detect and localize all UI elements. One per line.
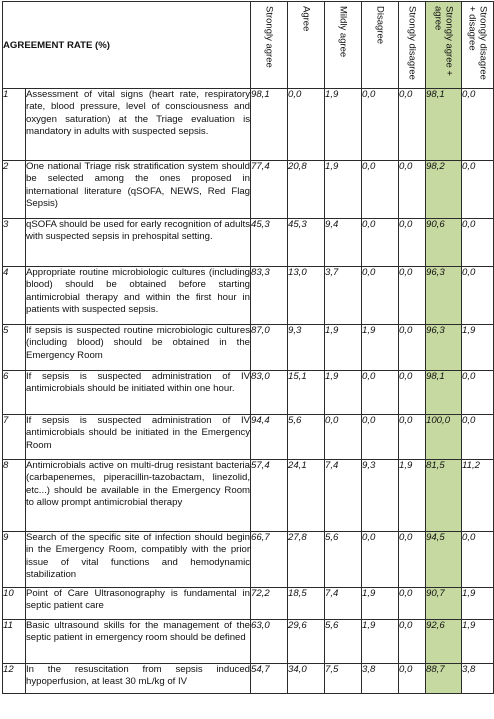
value-agree: 20,8 — [288, 161, 325, 219]
value-disagree: 0,0 — [362, 371, 399, 415]
value-strongly-agree: 45,3 — [251, 219, 288, 267]
value-agree: 24,1 — [288, 460, 325, 532]
value-agree: 34,0 — [288, 664, 325, 694]
value-strongly-agree: 66,7 — [251, 532, 288, 588]
row-number: 7 — [3, 415, 26, 460]
value-strongly-disagree: 0,0 — [399, 161, 426, 219]
statement-text: Assessment of vital signs (heart rate, respiratory rate, blood pressure, level of consciousness and oxygen saturation) at the Triage evaluation is mandatory in adults with suspected sepsis. — [26, 89, 251, 161]
value-strongly-agree-plus-agree: 81,5 — [426, 460, 462, 532]
statement-text: If sepsis is suspected routine microbiologic cultures (including blood) should be obtained in the Emergency Room — [26, 325, 251, 371]
value-disagree: 0,0 — [362, 267, 399, 325]
value-strongly-disagree-plus-disagree: 1,9 — [462, 588, 494, 620]
row-number: 1 — [3, 89, 26, 161]
statement-text: Point of Care Ultrasonography is fundamental in septic patient care — [26, 588, 251, 620]
table-row — [3, 588, 494, 620]
value-agree: 18,5 — [288, 588, 325, 620]
row-number: 10 — [3, 588, 26, 620]
value-agree: 15,1 — [288, 371, 325, 415]
value-mildly-agree: 5,6 — [325, 532, 362, 588]
value-mildly-agree: 1,9 — [325, 371, 362, 415]
value-strongly-agree-plus-agree: 90,6 — [426, 219, 462, 267]
value-strongly-agree: 57,4 — [251, 460, 288, 532]
statement-text: Search of the specific site of infection should begin in the Emergency Room, compatibly with the prior issue of vital functions and hemodynamic stabilization — [26, 532, 251, 588]
value-agree: 29,6 — [288, 620, 325, 664]
row-number: 8 — [3, 460, 26, 532]
value-mildly-agree: 1,9 — [325, 89, 362, 161]
value-strongly-disagree: 0,0 — [399, 664, 426, 694]
agreement-rate-table — [2, 1, 494, 694]
table-row — [3, 267, 494, 325]
table-title: AGREEMENT RATE (%) — [3, 2, 251, 89]
value-strongly-disagree-plus-disagree: 11,2 — [462, 460, 494, 532]
value-strongly-disagree: 0,0 — [399, 620, 426, 664]
table-row — [3, 325, 494, 371]
value-strongly-disagree: 0,0 — [399, 267, 426, 325]
table-row — [3, 532, 494, 588]
value-strongly-agree: 54,7 — [251, 664, 288, 694]
value-strongly-agree-plus-agree: 92,6 — [426, 620, 462, 664]
table-row — [3, 89, 494, 161]
row-number: 6 — [3, 371, 26, 415]
statement-text: qSOFA should be used for early recognition of adults with suspected sepsis in prehospital setting. — [26, 219, 251, 267]
table-row — [3, 620, 494, 664]
value-mildly-agree: 1,9 — [325, 161, 362, 219]
value-strongly-disagree-plus-disagree: 0,0 — [462, 267, 494, 325]
statement-text: Appropriate routine microbiologic cultures (including blood) should be obtained before starting antimicrobial therapy and within the first hour in patients with suspected sepsis. — [26, 267, 251, 325]
value-strongly-disagree-plus-disagree: 3,8 — [462, 664, 494, 694]
value-mildly-agree: 7,5 — [325, 664, 362, 694]
header-strongly-disagree-plus-disagree: Strongly disagree + disagree — [462, 2, 494, 89]
value-strongly-disagree-plus-disagree: 1,9 — [462, 620, 494, 664]
row-number: 12 — [3, 664, 26, 694]
value-strongly-disagree-plus-disagree: 0,0 — [462, 532, 494, 588]
header-strongly-agree-plus-agree: Strongly agree + agree — [426, 2, 462, 89]
value-strongly-disagree-plus-disagree: 0,0 — [462, 161, 494, 219]
row-number: 4 — [3, 267, 26, 325]
statement-text: Basic ultrasound skills for the management of the septic patient in emergency room should be defined — [26, 620, 251, 664]
value-strongly-agree: 87,0 — [251, 325, 288, 371]
row-number: 9 — [3, 532, 26, 588]
value-strongly-agree-plus-agree: 96,3 — [426, 267, 462, 325]
value-strongly-disagree: 0,0 — [399, 219, 426, 267]
value-agree: 13,0 — [288, 267, 325, 325]
value-agree: 0,0 — [288, 89, 325, 161]
table-row — [3, 371, 494, 415]
value-strongly-disagree: 0,0 — [399, 415, 426, 460]
value-mildly-agree: 1,9 — [325, 325, 362, 371]
value-strongly-agree-plus-agree: 90,7 — [426, 588, 462, 620]
value-strongly-disagree: 0,0 — [399, 532, 426, 588]
header-strongly-agree: Strongly agree — [251, 2, 288, 89]
value-mildly-agree: 3,7 — [325, 267, 362, 325]
value-agree: 45,3 — [288, 219, 325, 267]
value-strongly-agree: 83,0 — [251, 371, 288, 415]
value-strongly-disagree-plus-disagree: 0,0 — [462, 415, 494, 460]
header-mildly-agree: Mildly agree — [325, 2, 362, 89]
value-strongly-disagree: 0,0 — [399, 325, 426, 371]
value-disagree: 9,3 — [362, 460, 399, 532]
table-row — [3, 460, 494, 532]
value-disagree: 0,0 — [362, 89, 399, 161]
value-strongly-agree-plus-agree: 88,7 — [426, 664, 462, 694]
value-strongly-agree-plus-agree: 98,1 — [426, 89, 462, 161]
statement-text: In the resuscitation from sepsis induced hypoperfusion, at least 30 mL/kg of IV — [26, 664, 251, 694]
value-agree: 9,3 — [288, 325, 325, 371]
value-strongly-disagree-plus-disagree: 0,0 — [462, 89, 494, 161]
value-disagree: 1,9 — [362, 620, 399, 664]
value-disagree: 0,0 — [362, 532, 399, 588]
value-strongly-agree: 83,3 — [251, 267, 288, 325]
header-disagree: Disagree — [362, 2, 399, 89]
statement-text: If sepsis is suspected administration of IV antimicrobials should be initiated within one hour. — [26, 371, 251, 415]
value-strongly-agree-plus-agree: 98,2 — [426, 161, 462, 219]
table-row — [3, 219, 494, 267]
value-disagree: 0,0 — [362, 161, 399, 219]
value-disagree: 0,0 — [362, 415, 399, 460]
value-disagree: 1,9 — [362, 325, 399, 371]
value-strongly-agree: 94,4 — [251, 415, 288, 460]
value-agree: 27,8 — [288, 532, 325, 588]
value-strongly-disagree: 0,0 — [399, 588, 426, 620]
value-strongly-disagree-plus-disagree: 0,0 — [462, 219, 494, 267]
value-agree: 5,6 — [288, 415, 325, 460]
value-mildly-agree: 7,4 — [325, 460, 362, 532]
value-strongly-agree: 98,1 — [251, 89, 288, 161]
value-disagree: 0,0 — [362, 219, 399, 267]
value-strongly-agree: 77,4 — [251, 161, 288, 219]
statement-text: If sepsis is suspected administration of IV antimicrobials should be initiated in the Emergency Room — [26, 415, 251, 460]
value-mildly-agree: 0,0 — [325, 415, 362, 460]
row-number: 5 — [3, 325, 26, 371]
value-strongly-disagree-plus-disagree: 1,9 — [462, 325, 494, 371]
value-strongly-disagree: 0,0 — [399, 371, 426, 415]
value-mildly-agree: 9,4 — [325, 219, 362, 267]
value-strongly-agree-plus-agree: 98,1 — [426, 371, 462, 415]
header-agree: Agree — [288, 2, 325, 89]
value-disagree: 3,8 — [362, 664, 399, 694]
row-number: 2 — [3, 161, 26, 219]
value-strongly-agree: 72,2 — [251, 588, 288, 620]
table-row — [3, 161, 494, 219]
value-strongly-disagree: 1,9 — [399, 460, 426, 532]
value-strongly-agree: 63,0 — [251, 620, 288, 664]
value-strongly-agree-plus-agree: 96,3 — [426, 325, 462, 371]
header-row — [3, 2, 494, 89]
table-row — [3, 664, 494, 694]
header-strongly-disagree: Strongly disagree — [399, 2, 426, 89]
value-mildly-agree: 7,4 — [325, 588, 362, 620]
value-strongly-agree-plus-agree: 100,0 — [426, 415, 462, 460]
statement-text: Antimicrobials active on multi-drug resistant bacteria (carbapenemes, piperacillin-tazobactam, linezolid, etc...) should be available in the Emergency Room to allow prompt antimicrobial therapy — [26, 460, 251, 532]
value-disagree: 1,9 — [362, 588, 399, 620]
row-number: 11 — [3, 620, 26, 664]
value-strongly-disagree: 0,0 — [399, 89, 426, 161]
value-mildly-agree: 5,6 — [325, 620, 362, 664]
statement-text: One national Triage risk stratification system should be selected among the ones proposed in international literature (qSOFA, NEWS, Red Flag Sepsis) — [26, 161, 251, 219]
row-number: 3 — [3, 219, 26, 267]
table-row — [3, 415, 494, 460]
value-strongly-agree-plus-agree: 94,5 — [426, 532, 462, 588]
value-strongly-disagree-plus-disagree: 0,0 — [462, 371, 494, 415]
